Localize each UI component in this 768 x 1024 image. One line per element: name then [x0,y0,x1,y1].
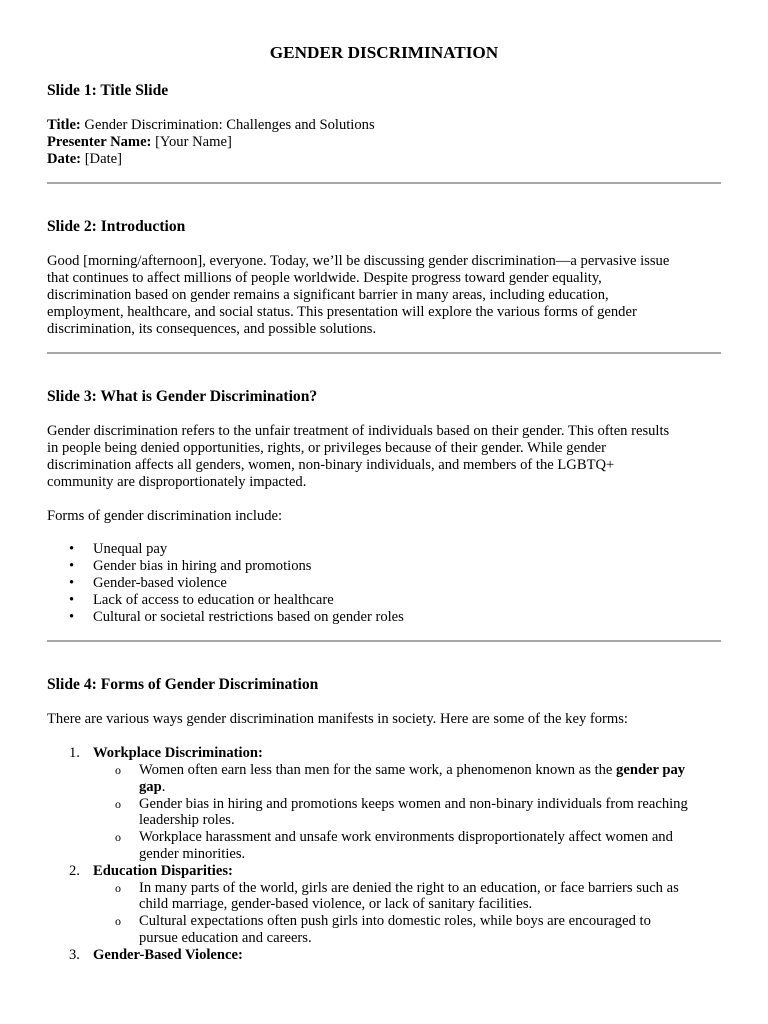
slide-4-section [47,676,721,963]
title-label: Title: [47,117,81,133]
sub-item-line: pursue education and careers. [139,929,312,946]
bullet-icon: • [69,608,75,625]
sub-item [115,913,721,947]
sub-item [115,795,721,830]
sub-bullet-icon: o [115,880,121,895]
sub-item-text: . [161,778,166,795]
paragraph-line: discrimination, its consequences, and possible solutions. [47,320,377,337]
sub-item-line: Cultural expectations often push girls into domestic roles, while boys are encouraged to [139,913,651,930]
bullet-icon: • [69,541,75,558]
separator-2 [47,352,721,354]
bullet-icon: • [69,558,75,575]
paragraph-line: discrimination based on gender remains a significant barrier in many areas, including education, [47,286,609,303]
paragraph-line: employment, healthcare, and social status. This presentation will explore the various forms of gender [47,303,637,320]
numbered-item-education [69,862,721,947]
item-number: 1. [69,745,80,762]
slide-4-heading: Slide 4: Forms of Gender Discrimination [47,676,319,694]
list-item [69,541,721,558]
slide-1-meta [47,117,721,167]
slide-2-section [47,218,721,354]
forms-bullet-list [47,541,721,625]
separator-1 [47,182,721,184]
document-title: GENDER DISCRIMINATION [269,43,499,62]
separator-3 [47,640,721,642]
list-item [69,574,721,592]
paragraph-line: community are disproportionately impacted. [47,473,307,490]
item-number: 2. [69,862,80,879]
sub-item-line: Gender bias in hiring and promotions keeps women and non-binary individuals from reaching [139,795,688,812]
list-item [69,558,721,575]
sub-bullet-icon: o [115,914,121,929]
forms-intro: Forms of gender discrimination include: [47,507,283,524]
paragraph-line: Good [morning/afternoon], everyone. Today, we’ll be discussing gender discrimination—a pervasive issue [47,253,670,270]
forms-numbered-list [47,745,721,963]
presenter-label: Presenter Name: [47,133,152,150]
date-value: [Date] [81,150,122,167]
sub-item-line: In many parts of the world, girls are denied the right to an education, or face barriers such as [139,879,679,896]
slide-3-section [47,388,721,642]
gender-pay-gap-emphasis: gender pay [616,761,686,778]
item-title: Gender-Based Violence: [93,946,243,963]
sub-item-line: child marriage, gender-based violence, or lack of sanitary facilities. [139,896,533,913]
slide-3-heading: Slide 3: What is Gender Discrimination? [47,388,318,406]
sub-item-line [139,779,721,796]
list-item-text: Cultural or societal restrictions based on gender roles [93,608,404,625]
slide-4-intro: There are various ways gender discrimination manifests in society. Here are some of the key forms: [47,711,628,728]
sub-item-line: gender minorities. [139,845,246,862]
list-item-text: Gender-based violence [93,574,227,591]
bullet-icon: • [69,574,75,591]
date-line [47,151,721,168]
sub-item-text: Women often earn less than men for the same work, a phenomenon known as the [139,761,617,778]
slide-1-heading: Slide 1: Title Slide [47,82,169,99]
sub-item-line [139,762,721,779]
sub-item [115,879,721,914]
bullet-icon: • [69,591,75,608]
sub-bullet-icon: o [115,796,121,811]
slide-3-paragraph [47,423,721,490]
numbered-item-workplace [69,745,721,863]
sub-list [93,762,721,863]
item-title: Education Disparities: [93,862,233,879]
paragraph-line: that continues to affect millions of people worldwide. Despite progress toward gender equality, [47,270,602,287]
list-item-text: Gender bias in hiring and promotions [93,558,312,575]
sub-bullet-icon: o [115,762,121,777]
paragraph-line: Gender discrimination refers to the unfair treatment of individuals based on their gender. This often results [47,423,670,440]
date-label: Date: [47,150,82,167]
sub-list [93,880,721,947]
title-line [47,117,721,134]
list-item [69,591,721,609]
sub-item-line: Workplace harassment and unsafe work environments disproportionately affect women and [139,829,673,846]
presenter-value: [Your Name] [151,133,232,150]
sub-item-line: leadership roles. [139,812,235,829]
item-number: 3. [69,946,80,963]
list-item-text: Unequal pay [93,541,168,558]
paragraph-line: discrimination affects all genders, women, non-binary individuals, and members of the LGBTQ+ [47,456,615,473]
slide-2-paragraph [47,253,721,337]
slide-1-section [47,82,721,184]
item-title: Workplace Discrimination: [93,745,263,762]
sub-item [115,761,721,796]
sub-item [115,829,721,863]
sub-bullet-icon: o [115,830,121,845]
numbered-item-violence [69,946,721,964]
title-value: Gender Discrimination: Challenges and Solutions [80,117,375,133]
list-item-text: Lack of access to education or healthcare [93,591,334,608]
presenter-line [47,134,721,151]
list-item [69,608,721,626]
gender-pay-gap-emphasis: gap [139,778,162,795]
paragraph-line: in people being denied opportunities, rights, or privileges because of their gender. While gender [47,440,606,457]
slide-2-heading: Slide 2: Introduction [47,218,186,236]
